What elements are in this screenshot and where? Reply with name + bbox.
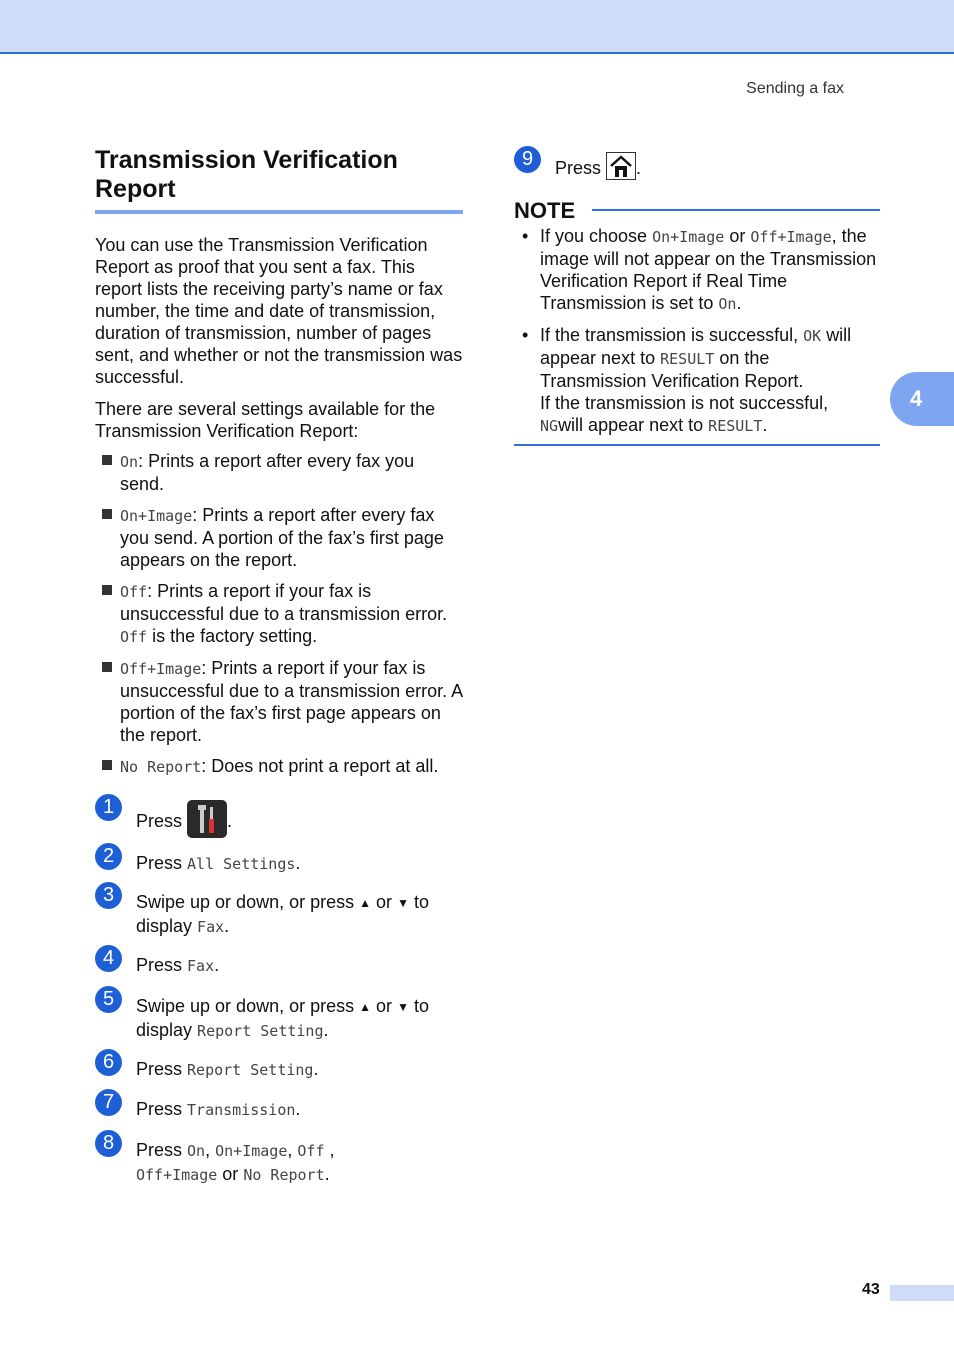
intro-paragraph: You can use the Transmission Verification Report as proof that you sent a fax. This report lists the receiving party’s name or fax number, the time and date of transmission, duration of transmission, number of pages sent, and whether or not the transmission was successful. [95, 235, 463, 387]
step-number: 6 [95, 1049, 122, 1076]
step-number: 4 [95, 945, 122, 972]
list-item: • If the transmission is successful, OK will appear next to RESULT on the Transmission Verification Report. If the transmission is not successful, NGwill appear next to RESULT. [522, 325, 852, 435]
up-arrow-icon: ▲ [359, 1000, 372, 1014]
note-list [514, 225, 880, 446]
running-header: Sending a fax [746, 80, 844, 97]
page-number-bar [890, 1285, 954, 1301]
section-title-line1: Transmission Verification [95, 146, 398, 174]
step-number: 1 [95, 794, 122, 821]
down-arrow-icon: ▼ [397, 1000, 409, 1014]
bullet-square [102, 455, 112, 465]
step-number: 5 [95, 986, 122, 1013]
bullet-square [102, 760, 112, 770]
bullet-square [102, 662, 112, 672]
step-number: 3 [95, 882, 122, 909]
step-9: 9 Press . [514, 155, 894, 183]
list-item: On+Image: Prints a report after every fax you send. A portion of the fax’s first page appears on the report. [95, 504, 463, 571]
home-icon[interactable] [606, 152, 636, 180]
step-4: 4 Press Fax. [95, 954, 475, 978]
step-number: 7 [95, 1089, 122, 1116]
note-rule [592, 209, 880, 211]
step-2: 2 Press All Settings. [95, 852, 475, 876]
list-item: Off: Prints a report if your fax is unsuccessful due to a transmission error. Off is the factory setting. [95, 580, 463, 648]
note-title: NOTE [514, 198, 576, 223]
note-header [514, 198, 880, 222]
settings-paragraph: There are several settings available for the Transmission Verification Report: [95, 399, 436, 441]
left-column [95, 146, 463, 787]
step-7: 7 Press Transmission. [95, 1098, 475, 1122]
up-arrow-icon: ▲ [359, 896, 372, 910]
bullet-square [102, 585, 112, 595]
section-title [95, 146, 463, 214]
list-item: On: Prints a report after every fax you send. [95, 450, 463, 495]
step-1: 1 Press . [95, 803, 475, 841]
top-band [0, 0, 954, 54]
step-8: 8 Press On, On+Image, Off , Off+Image or No Report. [95, 1139, 475, 1187]
chapter-tab: 4 [890, 372, 954, 426]
step-3: 3 Swipe up or down, or press ▲ or ▼ to display Fax. [95, 891, 475, 939]
options-list [95, 450, 463, 778]
list-item: Off+Image: Prints a report if your fax is unsuccessful due to a transmission error. A portion of the fax’s first page appears on the report. [95, 657, 463, 746]
step-number: 2 [95, 843, 122, 870]
section-title-line2: Report [95, 175, 176, 203]
down-arrow-icon: ▼ [397, 896, 409, 910]
list-item: • If you choose On+Image or Off+Image, the image will not appear on the Transmission Verification Report if Real Time Transmission is set to On. [522, 226, 877, 313]
page-number: 43 [862, 1281, 880, 1298]
step-number: 9 [514, 146, 541, 173]
list-item: No Report: Does not print a report at all. [95, 755, 463, 778]
bullet-square [102, 509, 112, 519]
tools-icon[interactable] [187, 800, 227, 838]
step-number: 8 [95, 1130, 122, 1157]
note-bottom-rule [514, 444, 880, 446]
step-5: 5 Swipe up or down, or press ▲ or ▼ to display Report Setting. [95, 995, 475, 1043]
step-6: 6 Press Report Setting. [95, 1058, 475, 1082]
